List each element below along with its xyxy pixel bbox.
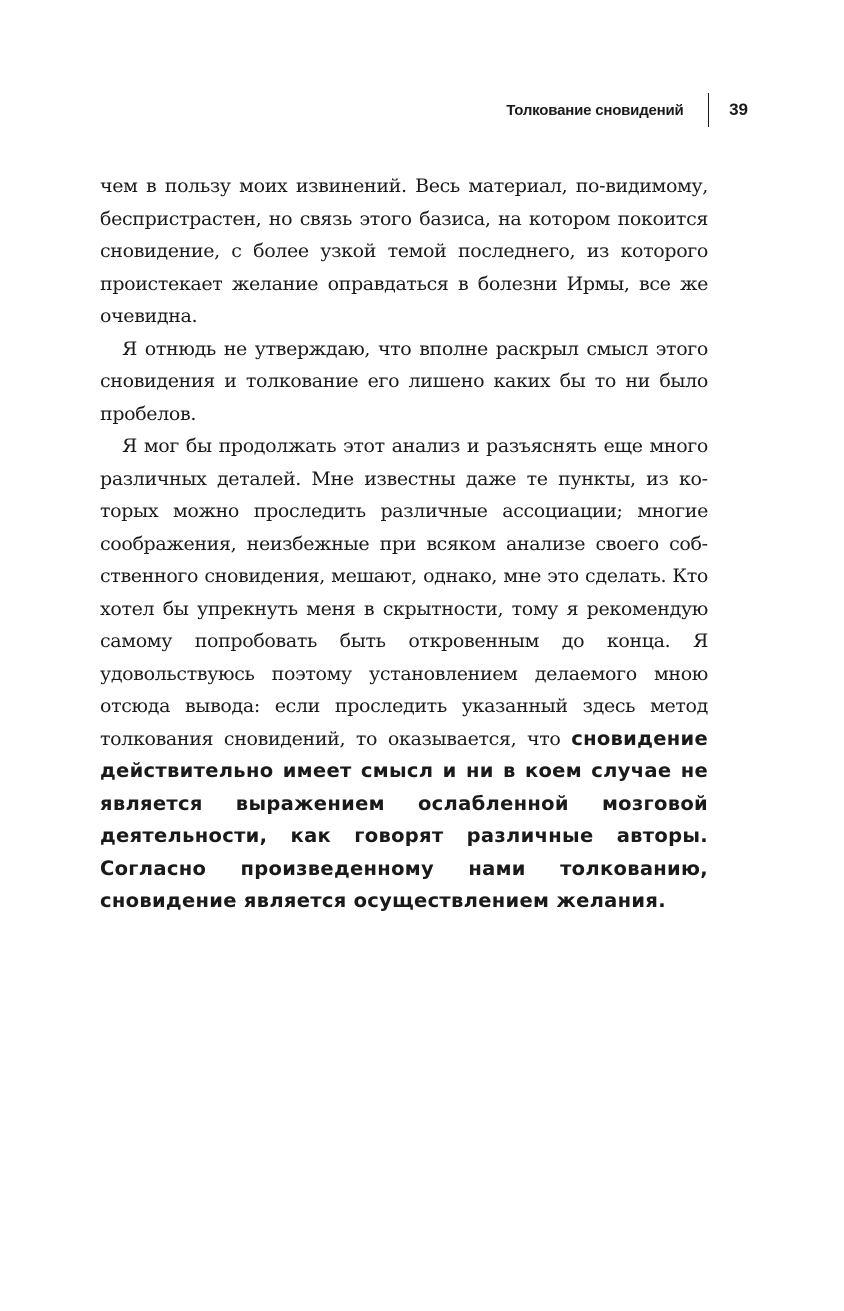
paragraph-3 — [100, 430, 708, 918]
paragraph-2: Я отнюдь не утверждаю, что вполне раскрыл смысл этого сновидения и толкование его лишено каких бы то ни было пробелов. — [100, 337, 708, 425]
running-head — [506, 92, 748, 128]
body-text — [100, 170, 708, 918]
paragraph-1: чем в пользу моих извинений. Весь материал, по-видимому, беспристрастен, но связь этого базиса, на котором покоится сновидение, с более узкой темой последнего, из которого проистекает желание оправдаться в болезни Ирмы, все же очевидна. — [100, 175, 708, 327]
running-head-divider — [708, 93, 710, 127]
paragraph-3-bold-conclusion: сновидение действительно имеет смысл и ни в коем случае не является выражением ослабленной мозговой деятельности, как говорят различные авторы. Согласно произведенному нами толкованию, сновидение является осуществлением желания. — [100, 726, 708, 912]
paragraph-3-regular-text: Я мог бы продолжать этот анализ и разъяснять еще много различных деталей. Мне известны даже те пункты, из которых можно проследить различные ассоциации; многие соображения, неизбежные при всяком анализе своего собственного сновидения, мешают, однако, мне это сделать. Кто хотел бы упрекнуть меня в скрытности, тому я рекомендую самому попробовать быть откровенным до конца. Я удовольствуюсь поэтому установлением делаемого мною отсюда вывода: если проследить указанный здесь метод толкования сновидений, то оказывается, что — [100, 435, 708, 750]
running-head-title: Толкование сновидений — [506, 101, 684, 119]
page-number: 39 — [729, 100, 748, 119]
